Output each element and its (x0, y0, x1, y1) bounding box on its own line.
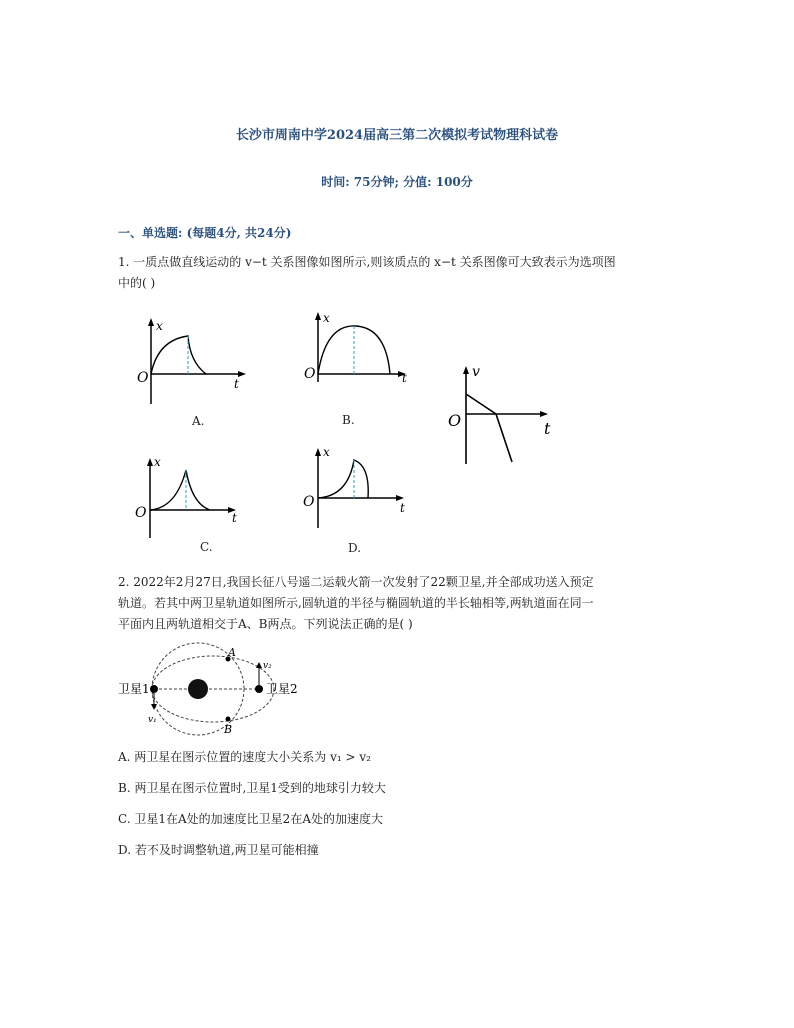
orbit-figure (116, 640, 316, 744)
question-1-line-1: 1. 一质点做直线运动的 v−t 关系图像如图所示,则该质点的 x−t 关系图像可大致表示为选项图 (118, 255, 616, 269)
graph-c-t-label: t (232, 511, 237, 525)
v-t-graph-t-label: t (544, 419, 551, 438)
q2-option-d: D. 若不及时调整轨道,两卫星可能相撞 (118, 843, 319, 857)
graph-b (298, 308, 418, 388)
graph-b-t-label: t (402, 371, 407, 385)
orbit-label-v1: v₁ (148, 715, 157, 725)
q2-option-c: C. 卫星1在A处的加速度比卫星2在A处的加速度大 (118, 812, 383, 826)
exam-title: 长沙市周南中学2024届高三第二次模拟考试物理科试卷 (235, 128, 559, 143)
v-t-graph (446, 362, 556, 466)
question-1-line-2: 中的( ) (118, 276, 156, 290)
graph-a-origin: O (137, 370, 149, 386)
graph-d-x-label: x (323, 445, 330, 459)
graph-b-x-label: x (323, 311, 330, 325)
graph-a-t-label: t (234, 377, 239, 391)
option-a-label: A. (192, 414, 205, 428)
graph-a (130, 312, 250, 412)
graph-d-origin: O (303, 494, 315, 510)
graph-d (298, 444, 418, 534)
option-b-label: B. (342, 413, 355, 427)
orbit-label-v2: v₂ (263, 661, 272, 671)
q2-option-a: A. 两卫星在图示位置的速度大小关系为 v₁ > v₂ (118, 750, 371, 764)
orbit-label-sat1: 卫星1 (118, 682, 150, 696)
graph-d-t-label: t (400, 501, 405, 515)
graph-c-x-label: x (154, 455, 161, 469)
q2-option-b: B. 两卫星在图示位置时,卫星1受到的地球引力较大 (118, 781, 386, 795)
graph-c (130, 452, 250, 542)
option-c-label: C. (200, 540, 213, 554)
section-heading: 一、单选题: (每题4分, 共24分) (118, 226, 292, 240)
v-t-graph-v-label: v (472, 364, 480, 380)
graph-c-origin: O (135, 505, 147, 521)
question-2-line-2: 轨道。若其中两卫星轨道如图所示,圆轨道的半径与椭圆轨道的半长轴相等,两轨道面在同一 (118, 596, 594, 610)
orbit-label-a: A (228, 646, 236, 659)
option-d-label: D. (348, 541, 362, 555)
question-2-line-1: 2. 2022年2月27日,我国长征八号遥二运载火箭一次发射了22颗卫星,并全部成功送入预定 (118, 575, 594, 589)
v-t-graph-origin: O (448, 411, 462, 430)
graph-b-origin: O (304, 366, 316, 382)
orbit-label-b: B (224, 723, 233, 736)
orbit-label-sat2: 卫星2 (266, 682, 298, 696)
question-2-line-3: 平面内且两轨道相交于A、B两点。下列说法正确的是( ) (118, 617, 413, 631)
question-2-text (118, 572, 680, 635)
question-1-text (118, 252, 680, 294)
graph-a-x-label: x (156, 319, 163, 333)
exam-subtitle: 时间: 75分钟; 分值: 100分 (321, 175, 473, 189)
